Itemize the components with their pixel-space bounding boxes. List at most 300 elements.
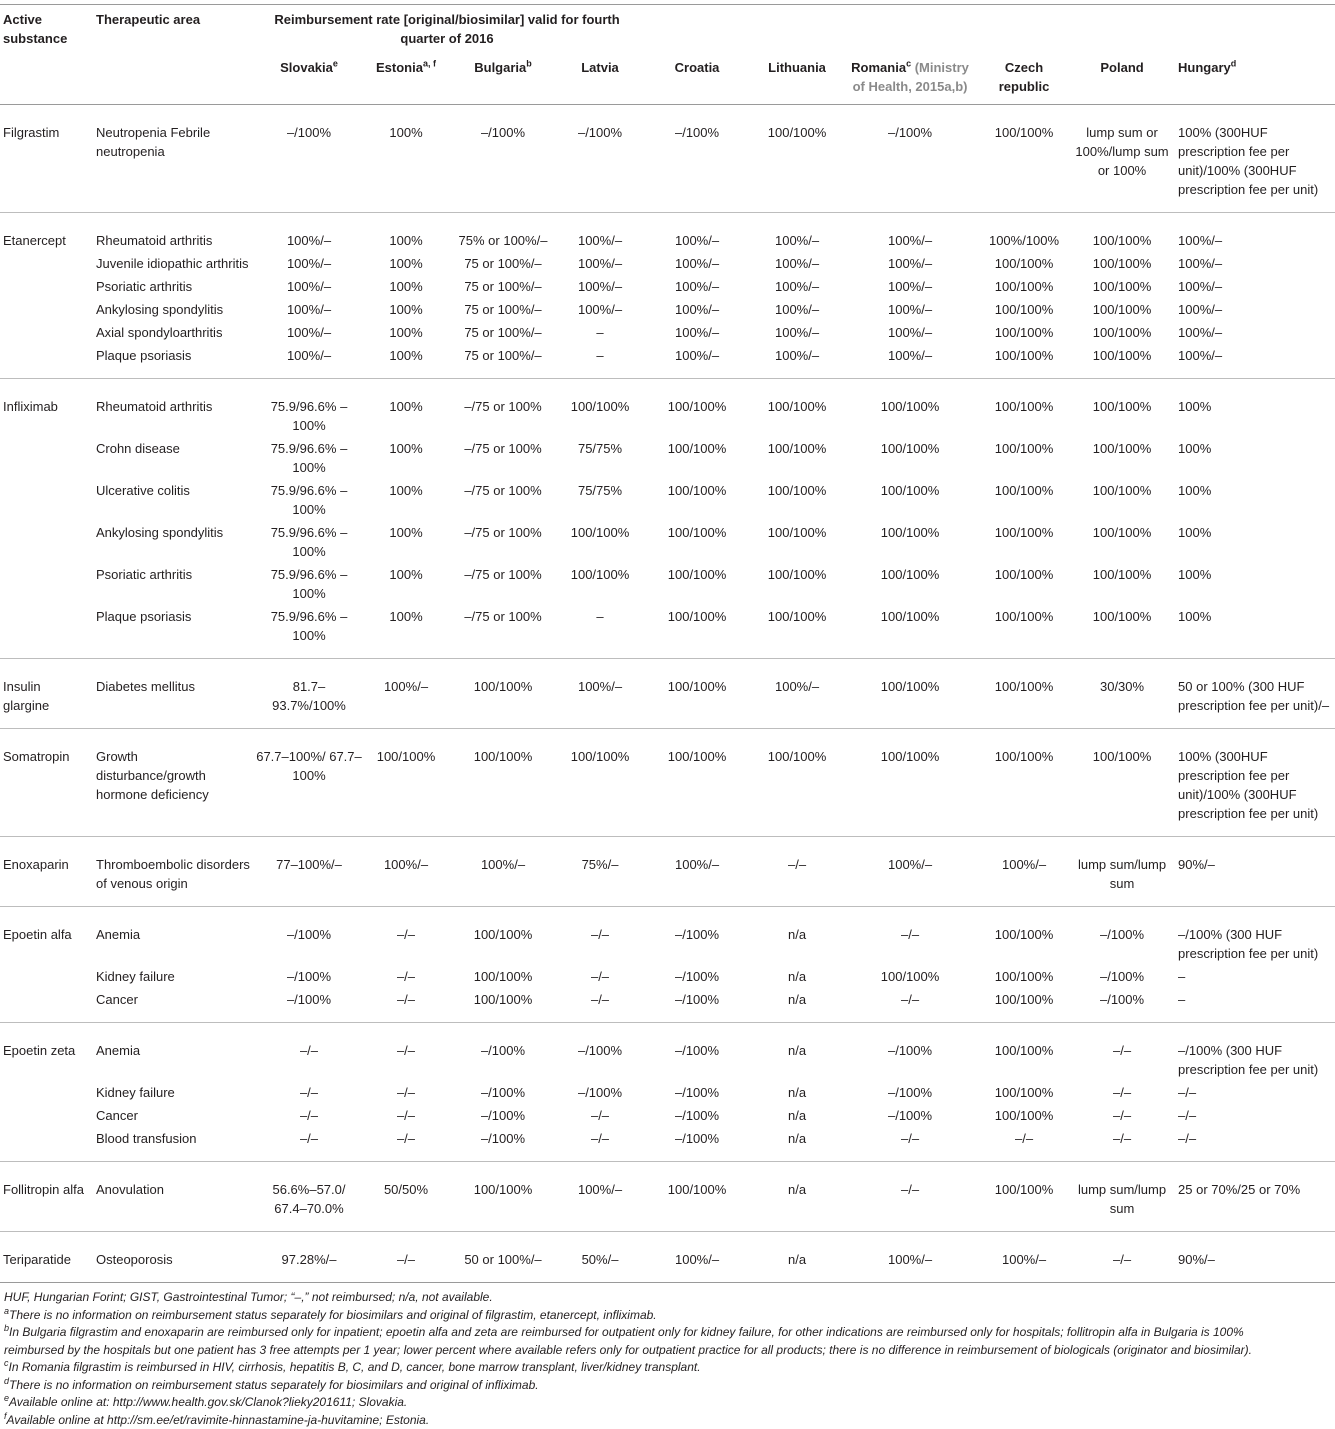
rate-cell: n/a [753, 1102, 841, 1125]
rate-cell: 100% [365, 319, 447, 342]
rate-cell: 100/100% [559, 379, 641, 436]
table-row [0, 213, 1335, 251]
rate-cell: 75.9/96.6% –100% [253, 379, 365, 436]
table-row [0, 477, 1335, 519]
rate-cell: –/– [365, 907, 447, 964]
rate-cell: 100/100% [641, 435, 753, 477]
country-name: Poland [1100, 60, 1143, 75]
rate-cell: 100%/– [841, 342, 979, 379]
rate-cell: 100/100% [979, 963, 1069, 986]
therapeutic-area-cell: Crohn disease [93, 435, 253, 477]
rate-cell: 100/100% [559, 729, 641, 837]
rate-cell: 100/100% [841, 963, 979, 986]
active-substance-cell [0, 319, 93, 342]
rate-cell: 100/100% [447, 1162, 559, 1232]
active-substance-cell: Epoetin zeta [0, 1023, 93, 1080]
therapeutic-area-cell: Cancer [93, 986, 253, 1023]
rate-cell: 100%/– [753, 273, 841, 296]
rate-cell: –/– [365, 1102, 447, 1125]
rate-cell: –/100% [447, 1023, 559, 1080]
rate-cell: 100%/– [253, 250, 365, 273]
active-substance-cell: Insulin glargine [0, 659, 93, 729]
active-substance-cell: Epoetin alfa [0, 907, 93, 964]
active-substance-cell [0, 561, 93, 603]
country-name: Romania [851, 60, 906, 75]
rate-cell: 100/100% [753, 477, 841, 519]
rate-cell: 100% [1175, 477, 1335, 519]
active-substance-cell: Teriparatide [0, 1232, 93, 1283]
rate-cell: 100/100% [1069, 477, 1175, 519]
rate-cell: –/– [1069, 1023, 1175, 1080]
rate-cell: 100% [365, 379, 447, 436]
rate-cell: n/a [753, 1023, 841, 1080]
rate-cell: 90%/– [1175, 1232, 1335, 1283]
rate-cell: 100% [365, 250, 447, 273]
country-header [447, 52, 559, 105]
rate-cell: 100%/– [641, 213, 753, 251]
therapeutic-area-cell: Ankylosing spondylitis [93, 519, 253, 561]
footnote-marker: d [1231, 59, 1237, 69]
rate-cell: 100% [1175, 603, 1335, 659]
rate-cell: 100/100% [979, 659, 1069, 729]
active-substance-cell [0, 435, 93, 477]
rate-cell: –/– [841, 1162, 979, 1232]
rate-cell: 75 or 100%/– [447, 250, 559, 273]
rate-cell: 75% or 100%/– [447, 213, 559, 251]
rate-cell: 50%/– [559, 1232, 641, 1283]
active-substance-cell: Infliximab [0, 379, 93, 436]
therapeutic-area-cell: Growth disturbance/growth hormone deficiency [93, 729, 253, 837]
rate-cell: – [559, 603, 641, 659]
rate-cell: 100/100% [1069, 250, 1175, 273]
rate-cell: –/– [753, 837, 841, 907]
footnote-text: There is no information on reimbursement status separately for biosimilars and original of infliximab. [9, 1378, 539, 1392]
rate-cell: 100% [365, 561, 447, 603]
therapeutic-area-cell: Juvenile idiopathic arthritis [93, 250, 253, 273]
rate-cell: –/100% [559, 105, 641, 213]
footnote-text: HUF, Hungarian Forint; GIST, Gastrointestinal Tumor; “–,” not reimbursed; n/a, not available. [4, 1290, 493, 1304]
rate-cell: 100/100% [753, 561, 841, 603]
rate-cell: 100/100% [1069, 603, 1175, 659]
rate-cell: –/100% (300 HUF prescription fee per unit) [1175, 907, 1335, 964]
rate-cell: 100%/– [841, 319, 979, 342]
footnote [4, 1307, 1289, 1325]
rate-cell: –/100% [447, 1079, 559, 1102]
rate-cell: 100/100% [753, 519, 841, 561]
rate-cell: 100/100% [753, 435, 841, 477]
rate-cell: lump sum or 100%/lump sum or 100% [1069, 105, 1175, 213]
country-header [559, 52, 641, 105]
rate-cell: 100/100% [753, 105, 841, 213]
rate-cell: –/75 or 100% [447, 561, 559, 603]
therapeutic-area-cell: Ankylosing spondylitis [93, 296, 253, 319]
rate-cell: 30/30% [1069, 659, 1175, 729]
footnote-text: There is no information on reimbursement status separately for biosimilars and original of filgrastim, etanercept, infliximab. [9, 1308, 657, 1322]
rate-cell: –/100% [641, 907, 753, 964]
rate-cell: –/75 or 100% [447, 603, 559, 659]
rate-cell: 90%/– [1175, 837, 1335, 907]
rate-cell: 100/100% [841, 603, 979, 659]
country-header [365, 52, 447, 105]
active-substance-cell [0, 519, 93, 561]
rate-cell: 100%/– [753, 319, 841, 342]
rate-cell: –/– [365, 986, 447, 1023]
rate-cell: 100%/– [253, 273, 365, 296]
rate-cell: –/– [1175, 1102, 1335, 1125]
rate-cell: 50 or 100% (300 HUF prescription fee per unit)/– [1175, 659, 1335, 729]
rate-cell: 75 or 100%/– [447, 342, 559, 379]
rate-cell: – [1175, 963, 1335, 986]
rate-cell: –/– [841, 986, 979, 1023]
rate-cell: –/– [559, 963, 641, 986]
rate-cell: 100/100% [1069, 296, 1175, 319]
rate-cell: 100% [1175, 561, 1335, 603]
rate-cell: 100/100% [641, 1162, 753, 1232]
rate-cell: –/100% [841, 1023, 979, 1080]
rate-cell: 100% [365, 435, 447, 477]
rate-cell: 100/100% [979, 986, 1069, 1023]
rate-cell: –/100% [559, 1023, 641, 1080]
rate-cell: 100%/– [1175, 296, 1335, 319]
country-name: Czech republic [999, 60, 1050, 94]
active-substance-cell: Follitropin alfa [0, 1162, 93, 1232]
rate-cell: 100%/– [365, 659, 447, 729]
rate-cell: –/– [253, 1079, 365, 1102]
active-substance-cell: Somatropin [0, 729, 93, 837]
footnote-marker: b [4, 1323, 9, 1333]
rate-cell: 100%/– [753, 250, 841, 273]
rate-cell: 100%/– [559, 1162, 641, 1232]
footnote [4, 1289, 1289, 1307]
table-row [0, 435, 1335, 477]
rate-cell: 100%/– [641, 296, 753, 319]
rate-cell: 100% [1175, 519, 1335, 561]
rate-cell: –/– [253, 1102, 365, 1125]
rate-cell: 100%/– [253, 342, 365, 379]
table-row [0, 1232, 1335, 1283]
rate-cell: 100/100% [447, 963, 559, 986]
rate-cell: n/a [753, 907, 841, 964]
footnote-text: In Bulgaria filgrastim and enoxaparin are reimbursed only for inpatient; epoetin alfa and zeta are reimbursed for outpatient only for kidney failure, for other indications are reimbursed only for hospitals; follitropin alfa in Bulgaria is 100% reimbursed by the hospitals but one patient has 3 free attempts per 1 year; lower percent where available refers only for outpatient practice for all products; there is no difference in reimbursement of biologicals (originator and biosimilar). [4, 1325, 1252, 1357]
header-reimbursement-rate: Reimbursement rate [original/biosimilar] valid for fourth quarter of 2016 [253, 5, 641, 53]
rate-cell: 75/75% [559, 477, 641, 519]
rate-cell: 100%/– [753, 342, 841, 379]
rate-cell: 100/100% [1069, 319, 1175, 342]
table-row [0, 273, 1335, 296]
rate-cell: –/– [1175, 1079, 1335, 1102]
rate-cell: –/100% [641, 986, 753, 1023]
rate-cell: –/– [841, 907, 979, 964]
active-substance-cell: Etanercept [0, 213, 93, 251]
rate-cell: –/– [559, 986, 641, 1023]
rate-cell: 100/100% [979, 250, 1069, 273]
rate-cell: 75 or 100%/– [447, 296, 559, 319]
country-header [841, 52, 979, 105]
rate-cell: 100%/– [979, 1232, 1069, 1283]
rate-cell: n/a [753, 1125, 841, 1162]
rate-cell: –/– [365, 1125, 447, 1162]
rate-cell: n/a [753, 1079, 841, 1102]
therapeutic-area-cell: Plaque psoriasis [93, 603, 253, 659]
active-substance-cell: Enoxaparin [0, 837, 93, 907]
rate-cell: 100%/– [641, 319, 753, 342]
active-substance-cell [0, 273, 93, 296]
rate-cell: –/100% [1069, 963, 1175, 986]
country-header [979, 52, 1069, 105]
rate-cell: –/100% [841, 1079, 979, 1102]
rate-cell: –/– [253, 1023, 365, 1080]
table-row [0, 1102, 1335, 1125]
active-substance-cell [0, 296, 93, 319]
rate-cell: 100%/– [559, 296, 641, 319]
rate-cell: 75.9/96.6% –100% [253, 603, 365, 659]
rate-cell: –/100% [1069, 907, 1175, 964]
rate-cell: 100/100% [365, 729, 447, 837]
rate-cell: 75 or 100%/– [447, 319, 559, 342]
rate-cell: –/– [253, 1125, 365, 1162]
rate-cell: 100/100% [841, 477, 979, 519]
footnote-text: Available online at http://sm.ee/et/ravimite-hinnastamine-ja-huvitamine; Estonia. [7, 1413, 430, 1427]
country-name: Bulgaria [474, 60, 526, 75]
rate-cell: –/100% [641, 1102, 753, 1125]
rate-cell: 100%/– [841, 273, 979, 296]
rate-cell: 100/100% [979, 1079, 1069, 1102]
rate-cell: –/– [1175, 1125, 1335, 1162]
rate-cell: 100% [365, 477, 447, 519]
rate-cell: 100/100% [1069, 342, 1175, 379]
footnote-marker: a [4, 1306, 9, 1316]
rate-cell: 100/100% [979, 1102, 1069, 1125]
rate-cell: 100% [365, 603, 447, 659]
footnote [4, 1412, 1289, 1429]
rate-cell: 100/100% [841, 659, 979, 729]
rate-cell: 75.9/96.6% –100% [253, 477, 365, 519]
rate-cell: 100%/– [1175, 250, 1335, 273]
rate-cell: 25 or 70%/25 or 70% [1175, 1162, 1335, 1232]
rate-cell: 100% [365, 273, 447, 296]
country-header [1069, 52, 1175, 105]
footnote-marker: c [4, 1358, 9, 1368]
table-row [0, 1079, 1335, 1102]
footnote-marker: f [4, 1411, 7, 1421]
therapeutic-area-cell: Rheumatoid arthritis [93, 379, 253, 436]
rate-cell: 100/100% [1069, 729, 1175, 837]
country-header [253, 52, 365, 105]
rate-cell: –/– [979, 1125, 1069, 1162]
therapeutic-area-cell: Anemia [93, 1023, 253, 1080]
header-therapeutic-area: Therapeutic area [93, 5, 253, 53]
rate-cell: 100/100% [979, 519, 1069, 561]
rate-cell: 75/75% [559, 435, 641, 477]
reimbursement-table [0, 4, 1335, 1283]
rate-cell: 100%/100% [979, 213, 1069, 251]
rate-cell: 100%/– [253, 319, 365, 342]
therapeutic-area-cell: Rheumatoid arthritis [93, 213, 253, 251]
country-name: Latvia [581, 60, 619, 75]
therapeutic-area-cell: Osteoporosis [93, 1232, 253, 1283]
rate-cell: 100/100% [979, 273, 1069, 296]
rate-cell: –/100% [641, 1125, 753, 1162]
table-row [0, 319, 1335, 342]
rate-cell: 75.9/96.6% –100% [253, 561, 365, 603]
rate-cell: 100%/– [447, 837, 559, 907]
rate-cell: –/– [365, 1232, 447, 1283]
footnote-marker: e [333, 59, 338, 69]
table-row [0, 561, 1335, 603]
rate-cell: lump sum/lump sum [1069, 1162, 1175, 1232]
rate-cell: 100/100% [841, 561, 979, 603]
table-row [0, 1125, 1335, 1162]
rate-cell: 100%/– [365, 837, 447, 907]
rate-cell: 100% [365, 105, 447, 213]
active-substance-cell [0, 603, 93, 659]
rate-cell: 97.28%/– [253, 1232, 365, 1283]
rate-cell: –/– [559, 1102, 641, 1125]
therapeutic-area-cell: Psoriatic arthritis [93, 561, 253, 603]
therapeutic-area-cell: Anemia [93, 907, 253, 964]
active-substance-cell [0, 342, 93, 379]
rate-cell: –/100% [841, 1102, 979, 1125]
rate-cell: 100/100% [641, 379, 753, 436]
rate-cell: 100/100% [559, 519, 641, 561]
rate-cell: 100/100% [753, 729, 841, 837]
rate-cell: –/75 or 100% [447, 379, 559, 436]
rate-cell: 75.9/96.6% –100% [253, 435, 365, 477]
rate-cell: 100%/– [1175, 273, 1335, 296]
country-header [641, 52, 753, 105]
rate-cell: 100%/– [559, 273, 641, 296]
rate-cell: 100/100% [641, 729, 753, 837]
table-row [0, 296, 1335, 319]
rate-cell: 100%/– [641, 250, 753, 273]
table-row [0, 603, 1335, 659]
rate-cell: lump sum/lump sum [1069, 837, 1175, 907]
rate-cell: 50 or 100%/– [447, 1232, 559, 1283]
rate-cell: 100/100% [979, 319, 1069, 342]
rate-cell: –/100% [641, 1023, 753, 1080]
rate-cell: 100/100% [979, 729, 1069, 837]
rate-cell: 100/100% [753, 379, 841, 436]
rate-cell: –/100% [447, 105, 559, 213]
therapeutic-area-cell: Cancer [93, 1102, 253, 1125]
rate-cell: 100/100% [447, 907, 559, 964]
table-row [0, 907, 1335, 964]
rate-cell: 100%/– [841, 1232, 979, 1283]
rate-cell: –/– [1069, 1125, 1175, 1162]
rate-cell: 75.9/96.6% –100% [253, 519, 365, 561]
rate-cell: 100/100% [641, 561, 753, 603]
rate-cell: 100% [365, 296, 447, 319]
rate-cell: –/100% [641, 1079, 753, 1102]
rate-cell: 100/100% [447, 986, 559, 1023]
footnote [4, 1394, 1289, 1412]
rate-cell: 100%/– [559, 213, 641, 251]
rate-cell: 100/100% [1069, 273, 1175, 296]
country-name: Lithuania [768, 60, 826, 75]
therapeutic-area-cell: Anovulation [93, 1162, 253, 1232]
rate-cell: 81.7–93.7%/100% [253, 659, 365, 729]
active-substance-cell [0, 1125, 93, 1162]
therapeutic-area-cell: Ulcerative colitis [93, 477, 253, 519]
rate-cell: 100/100% [979, 561, 1069, 603]
therapeutic-area-cell: Kidney failure [93, 963, 253, 986]
therapeutic-area-cell: Psoriatic arthritis [93, 273, 253, 296]
rate-cell: –/– [841, 1125, 979, 1162]
rate-cell: 100%/– [253, 213, 365, 251]
rate-cell: 100/100% [641, 519, 753, 561]
table-row [0, 729, 1335, 837]
rate-cell: –/100% [253, 105, 365, 213]
table-footnotes [0, 1289, 1289, 1429]
rate-cell: 100/100% [1069, 379, 1175, 436]
therapeutic-area-cell: Neutropenia Febrile neutropenia [93, 105, 253, 213]
active-substance-cell [0, 250, 93, 273]
rate-cell: 100%/– [641, 273, 753, 296]
rate-cell: –/100% [253, 907, 365, 964]
country-header [753, 52, 841, 105]
rate-cell: –/100% [447, 1125, 559, 1162]
rate-cell: 100%/– [841, 296, 979, 319]
rate-cell: 56.6%–57.0/ 67.4–70.0% [253, 1162, 365, 1232]
rate-cell: – [559, 342, 641, 379]
rate-cell: 75 or 100%/– [447, 273, 559, 296]
header-row [0, 5, 1335, 53]
therapeutic-area-cell: Blood transfusion [93, 1125, 253, 1162]
table-row [0, 986, 1335, 1023]
rate-cell: 100/100% [753, 603, 841, 659]
rate-cell: –/– [365, 1023, 447, 1080]
rate-cell: 100/100% [447, 659, 559, 729]
active-substance-cell: Filgrastim [0, 105, 93, 213]
rate-cell: 100/100% [979, 1162, 1069, 1232]
rate-cell: –/100% [641, 105, 753, 213]
rate-cell: 100/100% [841, 379, 979, 436]
rate-cell: –/– [1069, 1102, 1175, 1125]
rate-cell: 67.7–100%/ 67.7–100% [253, 729, 365, 837]
active-substance-cell [0, 986, 93, 1023]
rate-cell: –/100% [447, 1102, 559, 1125]
rate-cell: 100/100% [841, 729, 979, 837]
rate-cell: 100%/– [753, 659, 841, 729]
active-substance-cell [0, 1079, 93, 1102]
rate-cell: 100%/– [641, 837, 753, 907]
rate-cell: 100% [1175, 435, 1335, 477]
rate-cell: 100/100% [641, 603, 753, 659]
rate-cell: –/– [1069, 1079, 1175, 1102]
table-row [0, 519, 1335, 561]
citation-link[interactable]: (Ministry of Health, 2015a,b) [853, 60, 969, 94]
rate-cell: 100/100% [641, 477, 753, 519]
rate-cell: n/a [753, 1232, 841, 1283]
rate-cell: 100%/– [559, 659, 641, 729]
rate-cell: 100/100% [1069, 213, 1175, 251]
rate-cell: 100/100% [841, 519, 979, 561]
rate-cell: 100/100% [979, 435, 1069, 477]
therapeutic-area-cell: Plaque psoriasis [93, 342, 253, 379]
rate-cell: 100%/– [1175, 342, 1335, 379]
rate-cell: 100%/– [253, 296, 365, 319]
active-substance-cell [0, 477, 93, 519]
rate-cell: –/– [365, 963, 447, 986]
footnote-marker: e [4, 1393, 9, 1403]
rate-cell: 100/100% [641, 659, 753, 729]
rate-cell: 100% (300HUF prescription fee per unit)/100% (300HUF prescription fee per unit) [1175, 729, 1335, 837]
rate-cell: 100%/– [1175, 319, 1335, 342]
country-name: Croatia [675, 60, 720, 75]
rate-cell: 100%/– [841, 837, 979, 907]
rate-cell: –/100% [641, 963, 753, 986]
rate-cell: n/a [753, 986, 841, 1023]
